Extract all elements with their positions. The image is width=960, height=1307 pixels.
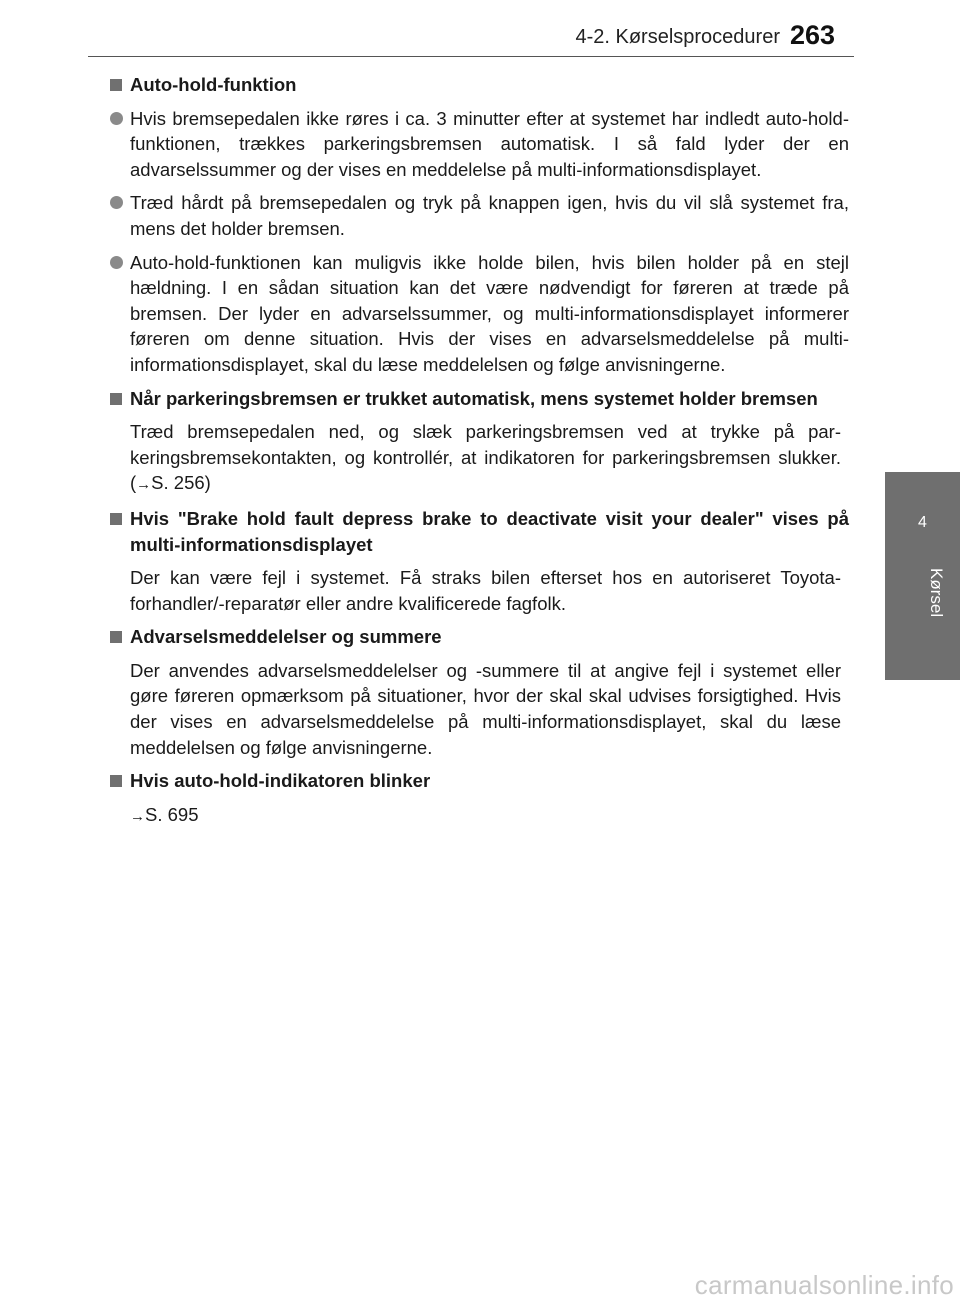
page-number: 263 bbox=[790, 20, 836, 50]
bullet-item: Auto-hold-funktionen kan muligvis ikke holde bilen, hvis bilen holder på en stejl hældning. I en sådan situation kan det være nødvendigt for føreren at træde på bremsen. Der lyder en advarselssummer, og multi-informationsdisplayet informerer føreren om denne situation. Hvis der vises en advarselsmeddelelse på multi-informationsdisplayet, skal du læse meddelelsen og følge anvisningerne. bbox=[108, 250, 849, 378]
page-reference-link[interactable]: S. 695 bbox=[145, 803, 199, 825]
heading-brake-hold-fault: Hvis "Brake hold fault depress brake to deactivate visit your dealer" vises på multi-informationsdisplayet bbox=[108, 506, 849, 557]
heading-warnings: Advarselsmeddelelser og summere bbox=[108, 624, 849, 650]
round-bullet-icon bbox=[110, 256, 123, 269]
paragraph-warnings: Der anvendes advarselsmeddelelser og -summere til at angive fejl i systemet eller gøre føreren opmærksom på situationer, hvor der skal skal udvises forsigtighed. Hvis der vises en advarselsmeddelelse på multi-informationsdisplayet, skal du læse meddelelsen og følge anvisningerne. bbox=[130, 659, 841, 758]
section-title: 4-2. Kørselsprocedurer bbox=[575, 26, 780, 48]
page-content bbox=[108, 72, 849, 837]
watermark: carmanualsonline.info bbox=[694, 1270, 954, 1300]
paragraph-indicator-blinks bbox=[108, 802, 849, 830]
page-reference-link[interactable]: S. 256 bbox=[151, 472, 205, 494]
arrow-right-icon: → bbox=[130, 807, 145, 825]
heading-indicator-blinks: Hvis auto-hold-indikatoren blinker bbox=[108, 768, 849, 794]
header-rule bbox=[88, 56, 854, 57]
chapter-tab-number: 4 bbox=[918, 514, 927, 531]
square-bullet-icon bbox=[110, 393, 122, 405]
paragraph-brake-hold-fault: Der kan være fejl i systemet. Få straks bilen efterset hos en autoriseret Toyota-forhandler/-reparatør eller andre kvalificerede fagfolk. bbox=[130, 567, 841, 614]
square-bullet-icon bbox=[110, 631, 122, 643]
square-bullet-icon bbox=[110, 79, 122, 91]
heading-parking-brake: Når parkeringsbremsen er trukket automatisk, mens systemet holder bremsen bbox=[108, 386, 849, 412]
square-bullet-icon bbox=[110, 513, 122, 525]
chapter-tab-label: Kørsel bbox=[927, 568, 946, 618]
bullet-item: Hvis bremsepedalen ikke røres i ca. 3 minutter efter at systemet har indledt auto-hold-funktionen, trækkes parkeringsbremsen automatisk. I så fald lyder der en advarselssummer og der vises en meddelelse på multi-informationsdisplayet. bbox=[108, 106, 849, 183]
paragraph-parking-brake: Træd bremsepedalen ned, og slæk parkeringsbremsen ved at trykke på parkeringsbremsekontakten, og kontrollér, at indikatoren for parkeringsbremsen slukker. (→S. 256) bbox=[130, 421, 841, 494]
round-bullet-icon bbox=[110, 196, 123, 209]
heading-auto-hold: Auto-hold-funktion bbox=[108, 72, 849, 98]
bullet-item: Træd hårdt på bremsepedalen og tryk på knappen igen, hvis du vil slå systemet fra, mens det holder bremsen. bbox=[108, 190, 849, 241]
arrow-right-icon: → bbox=[136, 476, 152, 494]
square-bullet-icon bbox=[110, 775, 122, 787]
round-bullet-icon bbox=[110, 112, 123, 125]
